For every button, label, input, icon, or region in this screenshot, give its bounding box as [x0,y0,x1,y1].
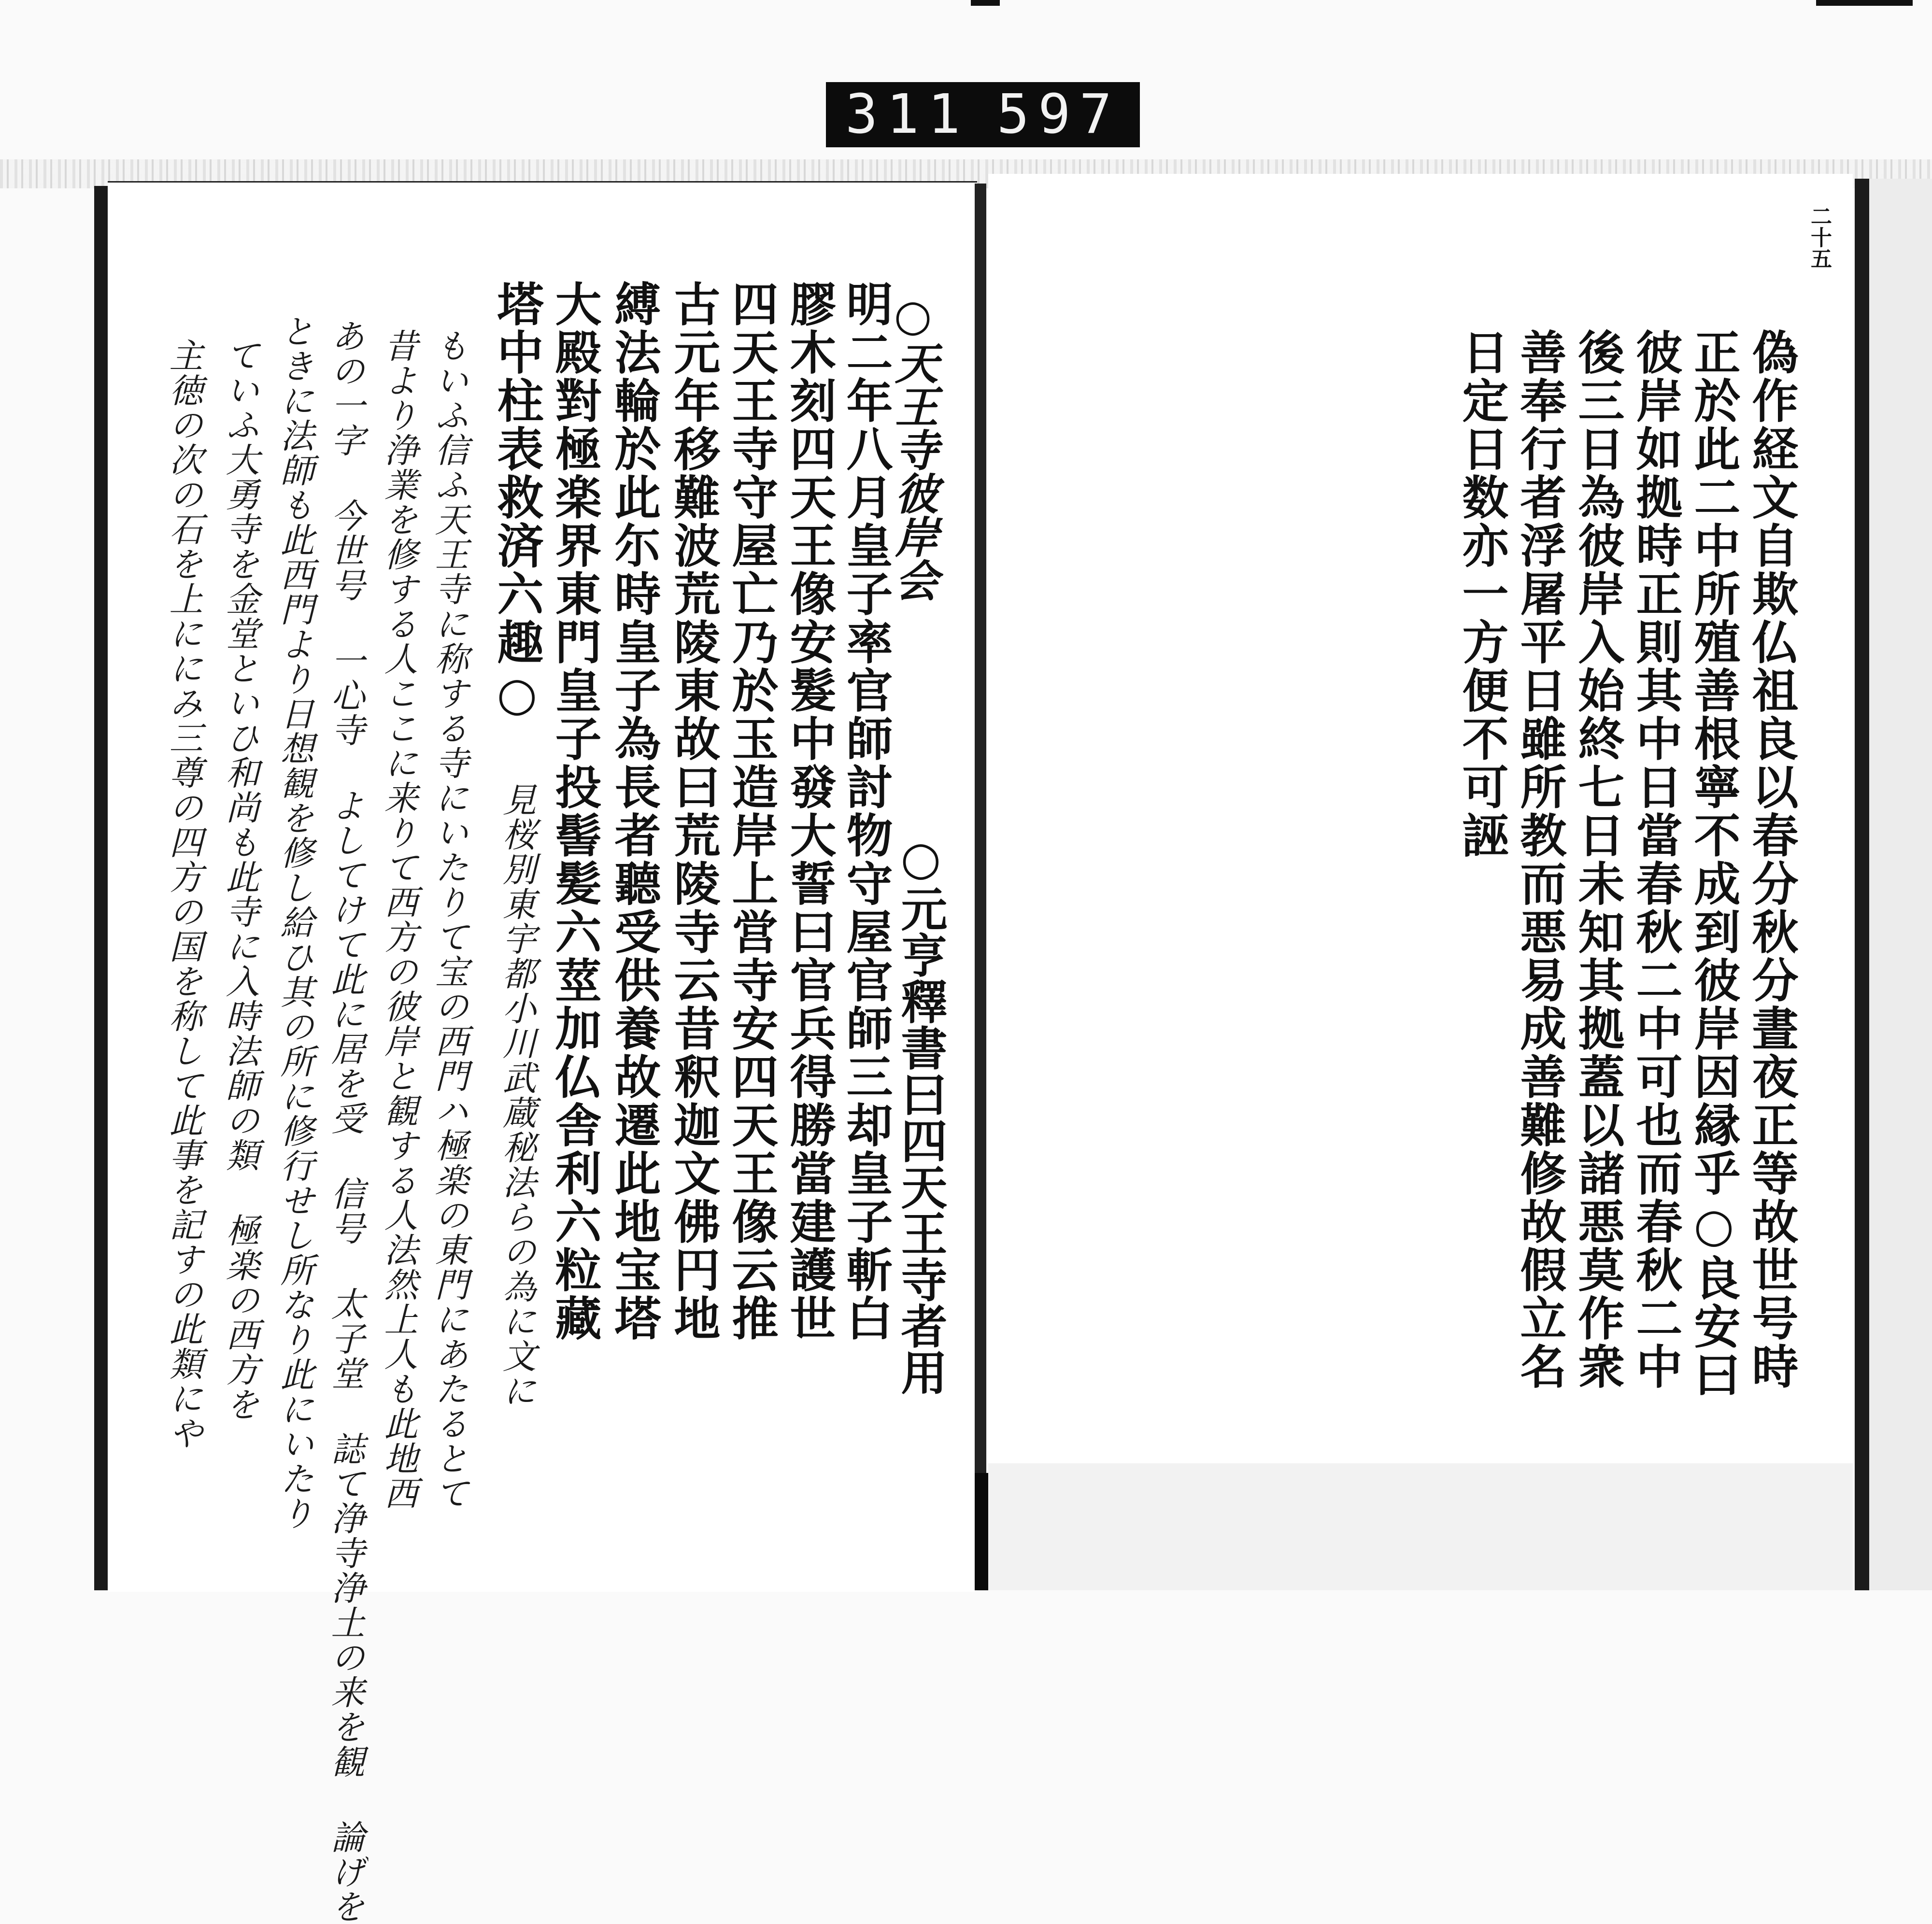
left-script-line: 主徳の次の石を上ににみ三尊の四方の国を称して此事を記すの此類にや [164,338,203,1451]
top-edge-mark-right [1816,0,1913,6]
left-typed-line: 膠木刻四天王像安髮中發大誓曰官兵得勝當建護世 [782,280,837,1343]
book-spine [975,184,986,1590]
right-book-edge [1855,179,1869,1590]
left-script-line: ていふ大勇寺を金堂といひ和尚も此寺に入時法師の類 極楽の西方を [220,338,260,1422]
archive-label [826,82,1140,147]
right-typed-line: 偽作経文自欺仏祖良以春分秋分晝夜正等故世号時 [1745,328,1799,1391]
top-edge-mark [971,0,1000,6]
label-number-left: 311 [845,83,969,146]
left-script-line: ときに法師も此西門より日想観を修し給ひ其の所に修行せし所なり此にいたり [275,314,314,1531]
right-typed-line: 善奉行者浮屠平日雖所教而悪易成善難修故假立名 [1513,328,1567,1391]
left-typed-line: 大殿對極楽界東門皇子投髻髪六莖加仏舎利六粒藏 [548,280,602,1343]
right-typed-line: 彼岸如拠時正則其中日當春秋二中可也而春秋二中 [1629,328,1683,1391]
left-book-edge [94,186,108,1590]
page-number: 二十五 [1807,205,1832,269]
left-heading: ○元亨釋書曰四天王寺者用 [894,831,948,1395]
left-typed-line: 古元年移難波荒陵東故曰荒陵寺云昔釈迦文佛円地 [667,280,721,1343]
left-script-line: あの一字 今世号 一心寺 よしてけて此に居を受 信号 太子堂 誌て浄寺浄土の来を観 論げを [326,319,365,1924]
left-typed-line: 縛法輪於此尓時皇子為長者聽受供養故遷此地宝塔 [607,280,662,1343]
left-script-line: 見桜別東宇都小川武蔵秘法らの為に文に [497,782,537,1408]
left-script-title: ○天王寺彼岸会 [887,290,938,602]
right-typed-line: 後三日為彼岸入始終七日未知其拠蓋以諸悪莫作衆 [1571,328,1625,1391]
label-number-right: 597 [996,83,1121,146]
book-spine-bottom [975,1473,988,1590]
right-typed-line: 正於此二中所殖善根寧不成到彼岸因縁乎○良安曰 [1687,328,1741,1399]
left-script-line: もいふ信ふ天王寺に称する寺にいたりて宝の西門ハ極楽の東門にあたるとて [429,328,469,1511]
right-typed-line: 日定日数亦一方便不可誣 [1455,328,1509,860]
left-typed-line: 明二年八月皇子率官師討物守屋官師三却皇子斬白 [839,280,894,1343]
left-script-line: 昔より浄業を修する人ここに来りて西方の彼岸と観する人法然上人も此地西 [379,328,418,1511]
right-outer-margin [1869,179,1932,1590]
left-typed-line: 四天王寺守屋亡乃於玉造岸上営寺安四天王像云推 [724,280,779,1343]
right-page-shadow [988,1463,1853,1590]
left-typed-line: 塔中柱表救済六趣○ [490,280,544,723]
